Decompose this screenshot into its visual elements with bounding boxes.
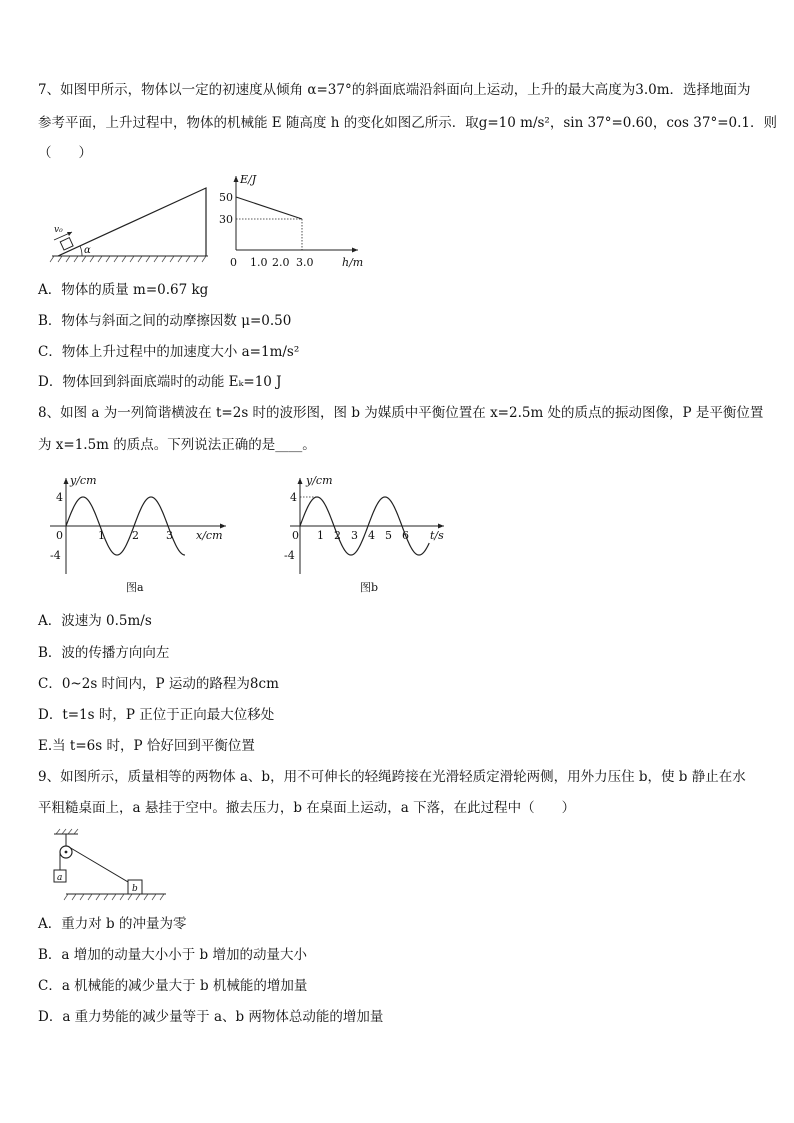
q8a-caption: 图a <box>126 581 144 594</box>
q8b-x-tick-1: 1 <box>317 529 324 542</box>
q8a-x-tick-3: 3 <box>166 529 173 542</box>
incline-shape <box>58 188 206 256</box>
q7-option-b[interactable]: B．物体与斜面之间的动摩擦因数 μ=0.50 <box>38 313 292 329</box>
q8b-x-tick-6: 6 <box>402 529 409 542</box>
alpha-label: α <box>84 245 91 256</box>
q8b-x-tick-4: 4 <box>368 529 375 542</box>
q8a-x-tick-0: 0 <box>56 529 63 542</box>
q8a-x-tick-1: 1 <box>98 529 105 542</box>
q9-stem-line-2: 平粗糙桌面上，a 悬挂于空中。撤去压力，b 在桌面上运动，a 下落，在此过程中（ ） <box>38 800 576 816</box>
q8-wave-figure-a <box>40 470 240 600</box>
q8a-y-tick-4: 4 <box>56 491 63 504</box>
q7-energy-graph <box>218 170 368 270</box>
q8b-x-tick-0: 0 <box>292 529 299 542</box>
q8b-x-tick-5: 5 <box>385 529 392 542</box>
q8-option-b[interactable]: B．波的传播方向向左 <box>38 645 170 661</box>
v0-label: v₀ <box>54 225 63 235</box>
q7-x-tick-0: 0 <box>230 256 237 269</box>
q7-y-tick-30: 30 <box>219 213 233 226</box>
q8a-x-tick-2: 2 <box>132 529 139 542</box>
q8b-caption: 图b <box>360 581 379 594</box>
q8b-x-axis-label: t/s <box>430 529 444 542</box>
q7-x-axis-label: h/m <box>342 256 364 269</box>
q8-option-d[interactable]: D．t=1s 时，P 正位于正向最大位移处 <box>38 707 275 723</box>
q9-option-a[interactable]: A．重力对 b 的冲量为零 <box>38 916 187 932</box>
q9-option-d[interactable]: D．a 重力势能的减少量等于 a、b 两物体总动能的增加量 <box>38 1009 384 1025</box>
q9-label-b: b <box>132 884 138 894</box>
q8b-x-tick-3: 3 <box>351 529 358 542</box>
q8b-y-tick-neg4: -4 <box>284 549 295 562</box>
q8b-y-tick-4: 4 <box>290 491 297 504</box>
q9-stem-line-1: 9、如图所示，质量相等的两物体 a、b，用不可伸长的轻绳跨接在光滑轻质定滑轮两侧，用外力压住 b，使 b 静止在水 <box>38 769 746 785</box>
q7-y-axis-label: E/J <box>240 173 257 186</box>
q8-stem-line-1: 8、如图 a 为一列简谐横波在 t=2s 时的波形图，图 b 为媒质中平衡位置在 x=2.5m 处的质点的振动图像，P 是平衡位置 <box>38 405 764 421</box>
q8-wave-figure-b <box>280 470 460 600</box>
q9-label-a: a <box>57 873 63 883</box>
q7-x-tick-1: 1.0 <box>250 256 268 269</box>
q7-y-tick-50: 50 <box>219 191 233 204</box>
q7-option-a[interactable]: A．物体的质量 m=0.67 kg <box>38 282 209 298</box>
q8-option-e[interactable]: E.当 t=6s 时，P 恰好回到平衡位置 <box>38 738 255 754</box>
q8-stem-line-2: 为 x=1.5m 的质点。下列说法正确的是____。 <box>38 437 316 453</box>
q8b-x-tick-2: 2 <box>334 529 341 542</box>
q8a-y-axis-label: y/cm <box>70 474 97 487</box>
q7-stem-line-1: 7、如图甲所示，物体以一定的初速度从倾角 α=37°的斜面底端沿斜面向上运动，上升的最大高度为3.0m．选择地面为 <box>38 82 751 98</box>
q9-pulley-figure <box>40 826 170 906</box>
q7-x-tick-3: 3.0 <box>296 256 314 269</box>
q9-option-b[interactable]: B．a 增加的动量大小小于 b 增加的动量大小 <box>38 947 307 963</box>
q7-incline-figure <box>48 174 218 266</box>
q8a-y-tick-neg4: -4 <box>50 549 61 562</box>
q7-energy-line <box>236 197 302 219</box>
q7-option-d[interactable]: D．物体回到斜面底端时的动能 Eₖ=10 J <box>38 374 282 390</box>
block-on-incline <box>60 238 73 250</box>
q7-option-c[interactable]: C．物体上升过程中的加速度大小 a=1m/s² <box>38 344 300 360</box>
q8b-y-axis-label: y/cm <box>306 474 333 487</box>
q7-stem-line-2: 参考平面，上升过程中，物体的机械能 E 随高度 h 的变化如图乙所示．取g=10 m/s²，sin 37°=0.60，cos 37°=0.1．则 <box>38 115 777 131</box>
q7-stem-line-3: （ ） <box>38 145 92 161</box>
q7-x-tick-2: 2.0 <box>272 256 290 269</box>
q9-option-c[interactable]: C．a 机械能的减少量大于 b 机械能的增加量 <box>38 978 308 994</box>
q8a-x-axis-label: x/cm <box>196 529 223 542</box>
q8-option-c[interactable]: C．0~2s 时间内，P 运动的路程为8cm <box>38 676 279 692</box>
q8-option-a[interactable]: A．波速为 0.5m/s <box>38 613 152 629</box>
